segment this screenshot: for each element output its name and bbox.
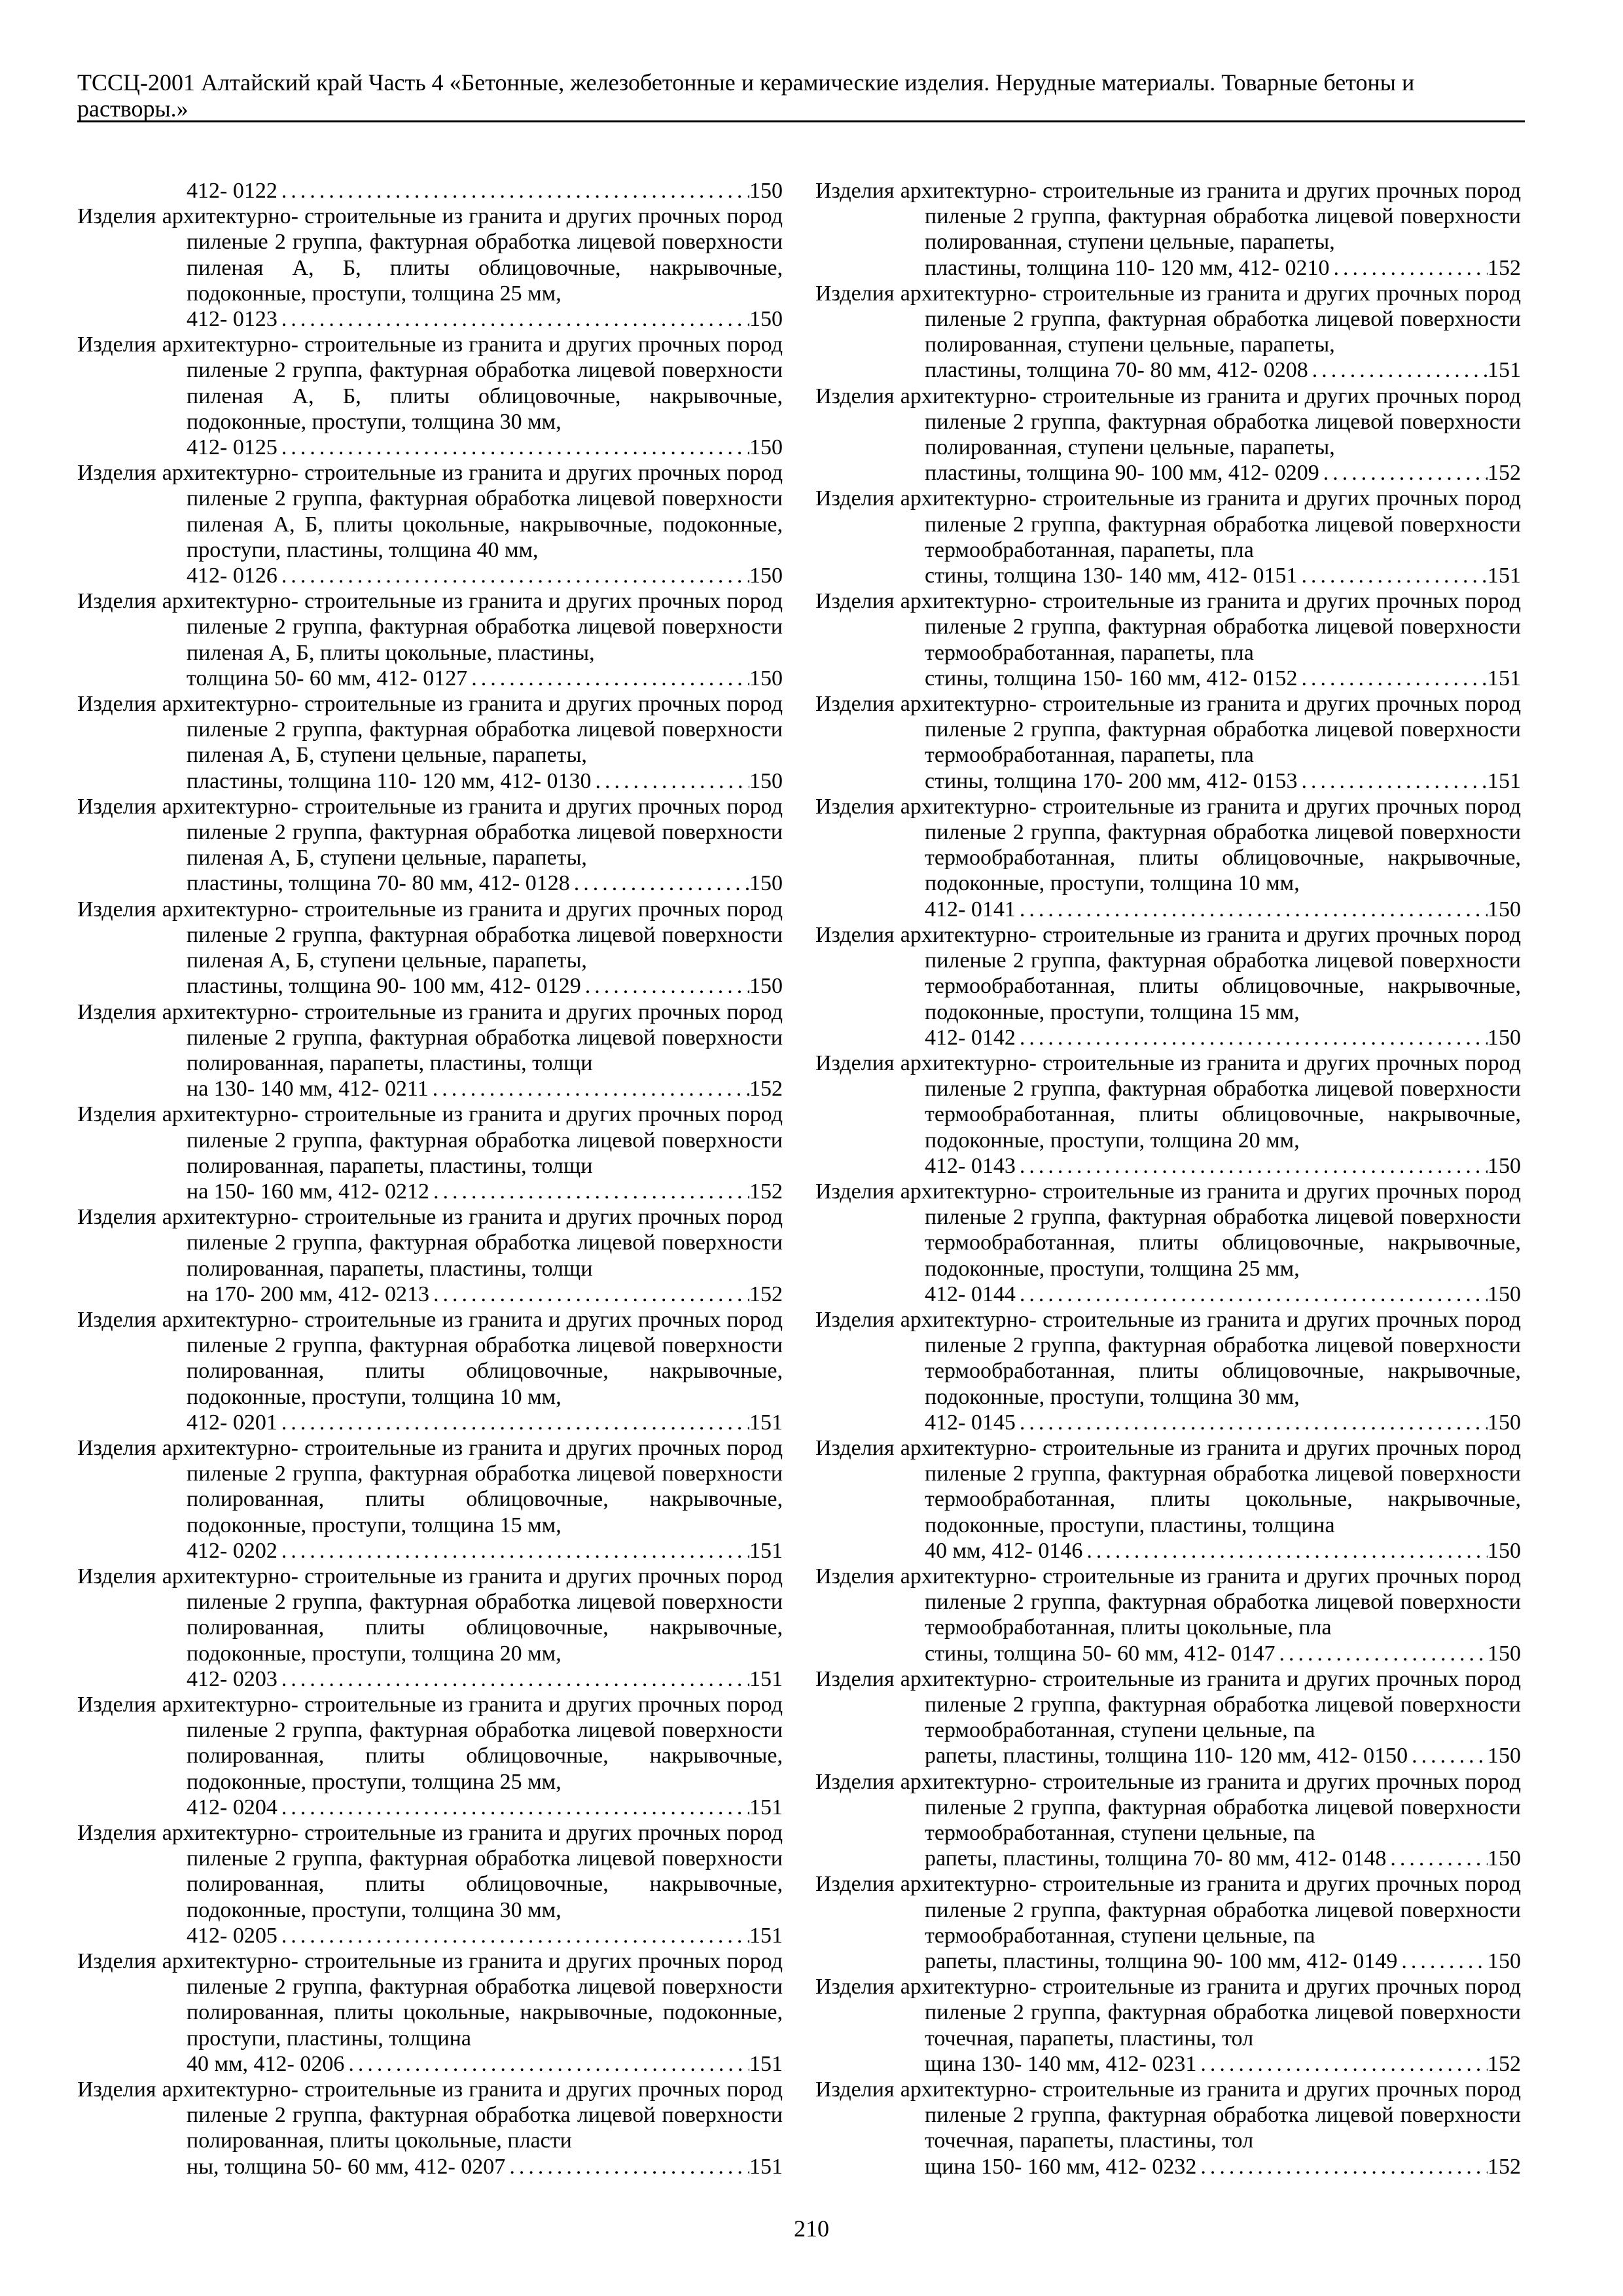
entry-last-line	[925, 460, 1521, 486]
entry-code: стины, толщина 50- 60 мм, 412- 0147	[925, 1641, 1275, 1666]
entry-last-line	[925, 2051, 1521, 2077]
index-entry	[77, 2077, 783, 2179]
entry-code: щина 130- 140 мм, 412- 0231	[925, 2051, 1197, 2076]
entry-page-ref: 151	[1488, 666, 1521, 691]
dot-leader	[277, 1923, 749, 1948]
entry-code: пластины, толщина 90- 100 мм, 412- 0129	[187, 974, 581, 999]
entry-last-line	[187, 178, 783, 204]
entry-description: Изделия архитектурно- строительные из гранита и других прочных пород пиленые 2 группа, фактурная обработка лицевой поверхности термообработанная, плиты облицовочные, накрывочные, подоконные, проступи, толщина 25 мм,	[815, 1179, 1521, 1281]
index-entry	[77, 999, 783, 1102]
dot-leader	[429, 1282, 749, 1307]
dot-leader	[570, 870, 749, 896]
entry-code: на 170- 200 мм, 412- 0213	[187, 1282, 429, 1306]
index-entry	[815, 1769, 1521, 1872]
entry-description: Изделия архитектурно- строительные из гранита и других прочных пород пиленые 2 группа, фактурная обработка лицевой поверхности полированная, плиты цокольные, накрывочные, подоконные, проступи, пластины, толщина	[77, 1949, 783, 2051]
dot-leader	[591, 768, 749, 794]
entry-code: 40 мм, 412- 0206	[187, 2051, 345, 2076]
dot-leader	[1329, 255, 1488, 281]
entry-code: 412- 0205	[187, 1923, 277, 1948]
entry-page-ref: 150	[749, 974, 783, 999]
entry-code: 412- 0143	[925, 1153, 1016, 1178]
entry-description: Изделия архитектурно- строительные из гранита и других прочных пород пиленые 2 группа, фактурная обработка лицевой поверхности пиленая А, Б, плиты облицовочные, накрывочные, подоконные, проступи, толщина 25 мм,	[77, 204, 783, 306]
index-entry	[815, 1974, 1521, 2077]
entry-description: Изделия архитектурно- строительные из гранита и других прочных пород пиленые 2 группа, фактурная обработка лицевой поверхности термообработанная, парапеты, пла	[815, 692, 1521, 768]
dot-leader	[429, 1179, 749, 1204]
entry-description: Изделия архитектурно- строительные из гранита и других прочных пород пиленые 2 группа, фактурная обработка лицевой поверхности пиленая А, Б, плиты облицовочные, накрывочные, подоконные, проступи, толщина 30 мм,	[77, 332, 783, 434]
entry-code: стины, толщина 130- 140 мм, 412- 0151	[925, 564, 1298, 588]
index-entry	[77, 897, 783, 999]
header-rule	[77, 120, 1525, 122]
index-entry	[815, 384, 1521, 486]
dot-leader	[1082, 1538, 1488, 1564]
entry-description: Изделия архитектурно- строительные из гранита и других прочных пород пиленые 2 группа, фактурная обработка лицевой поверхности полированная, плиты облицовочные, накрывочные, подоконные, проступи, толщина 10 мм,	[77, 1307, 783, 1409]
dot-leader	[277, 306, 749, 332]
index-entry	[815, 281, 1521, 384]
entry-last-line	[925, 1948, 1521, 1974]
entry-description: Изделия архитектурно- строительные из гранита и других прочных пород пиленые 2 группа, фактурная обработка лицевой поверхности точечная, парапеты, пластины, тол	[815, 1975, 1521, 2051]
entry-last-line	[187, 563, 783, 588]
entry-description: Изделия архитектурно- строительные из гранита и других прочных пород пиленые 2 группа, фактурная обработка лицевой поверхности термообработанная, парапеты, пла	[815, 486, 1521, 562]
entry-code: пластины, толщина 70- 80 мм, 412- 0208	[925, 358, 1308, 383]
index-entry	[77, 1564, 783, 1692]
entry-code: 412- 0204	[187, 1795, 277, 1820]
entry-code: на 130- 140 мм, 412- 0211	[187, 1077, 429, 1102]
index-entry	[815, 486, 1521, 588]
entry-code: 412- 0144	[925, 1282, 1016, 1306]
entry-last-line	[187, 1795, 783, 1820]
entry-page-ref: 150	[1488, 1538, 1521, 1563]
entry-description: Изделия архитектурно- строительные из гранита и других прочных пород пиленые 2 группа, фактурная обработка лицевой поверхности пиленая А, Б, ступени цельные, парапеты,	[77, 897, 783, 973]
entry-page-ref: 151	[749, 1666, 783, 1691]
entry-code: 412- 0122	[187, 179, 277, 203]
entry-page-ref: 150	[1488, 1641, 1521, 1666]
entry-last-line	[925, 255, 1521, 281]
entry-last-line	[187, 2154, 783, 2179]
index-entry	[815, 2077, 1521, 2179]
entry-last-line	[925, 1410, 1521, 1435]
index-entry	[77, 1948, 783, 2077]
index-entry	[815, 1564, 1521, 1666]
entry-code: 412- 0142	[925, 1025, 1016, 1050]
entry-last-line	[925, 666, 1521, 691]
entry-description: Изделия архитектурно- строительные из гранита и других прочных пород пиленые 2 группа, фактурная обработка лицевой поверхности термообработанная, ступени цельные, па	[815, 1872, 1521, 1948]
entry-last-line	[925, 563, 1521, 588]
entry-code: пластины, толщина 90- 100 мм, 412- 0209	[925, 461, 1319, 486]
dot-leader	[429, 1076, 749, 1102]
entry-last-line	[925, 1025, 1521, 1050]
entry-page-ref: 150	[1488, 1025, 1521, 1050]
entry-code: стины, толщина 170- 200 мм, 412- 0153	[925, 768, 1298, 793]
entry-description: Изделия архитектурно- строительные из гранита и других прочных пород пиленые 2 группа, фактурная обработка лицевой поверхности полированная, ступени цельные, парапеты,	[815, 384, 1521, 460]
entry-last-line	[187, 1076, 783, 1102]
dot-leader	[1016, 1025, 1488, 1050]
entry-last-line	[187, 1923, 783, 1948]
entry-code: пластины, толщина 110- 120 мм, 412- 0130	[187, 768, 592, 793]
index-entry	[77, 691, 783, 794]
entry-last-line	[925, 897, 1521, 922]
entry-page-ref: 151	[1488, 564, 1521, 588]
entry-page-ref: 152	[749, 1179, 783, 1204]
entry-code: 412- 0145	[925, 1410, 1016, 1435]
entry-page-ref: 152	[749, 1282, 783, 1306]
entry-page-ref: 150	[1488, 1949, 1521, 1974]
entry-description: Изделия архитектурно- строительные из гранита и других прочных пород пиленые 2 группа, фактурная обработка лицевой поверхности пиленая А, Б, ступени цельные, парапеты,	[77, 692, 783, 768]
entry-description: Изделия архитектурно- строительные из гранита и других прочных пород пиленые 2 группа, фактурная обработка лицевой поверхности полированная, парапеты, пластины, толщи	[77, 1102, 783, 1178]
entry-page-ref: 152	[749, 1077, 783, 1102]
entry-code: ны, толщина 50- 60 мм, 412- 0207	[187, 2154, 506, 2179]
entry-code: рапеты, пластины, толщина 70- 80 мм, 412- 0148	[925, 1846, 1387, 1871]
dot-leader	[277, 1538, 749, 1564]
entry-page-ref: 152	[1488, 2154, 1521, 2179]
dot-leader	[1196, 2051, 1488, 2077]
left-column	[77, 178, 783, 2179]
index-entry	[815, 1666, 1521, 1769]
dot-leader	[344, 2051, 749, 2077]
dot-leader	[1196, 2154, 1488, 2179]
entry-last-line	[187, 2051, 783, 2077]
entry-description: Изделия архитектурно- строительные из гранита и других прочных пород пиленые 2 группа, фактурная обработка лицевой поверхности термообработанная, плиты цокольные, пла	[815, 1564, 1521, 1640]
entry-last-line	[925, 1282, 1521, 1307]
dot-leader	[1397, 1948, 1488, 1974]
index-entry	[77, 1692, 783, 1820]
dot-leader	[277, 435, 749, 460]
entry-last-line	[925, 1641, 1521, 1666]
dot-leader	[277, 563, 749, 588]
index-entry	[815, 1307, 1521, 1435]
entry-code: на 150- 160 мм, 412- 0212	[187, 1179, 429, 1204]
index-entry	[815, 588, 1521, 691]
dot-leader	[277, 1666, 749, 1692]
entry-code: 40 мм, 412- 0146	[925, 1538, 1083, 1563]
entry-code: 412- 0203	[187, 1666, 277, 1691]
entry-description: Изделия архитектурно- строительные из гранита и других прочных пород пиленые 2 группа, фактурная обработка лицевой поверхности полированная, ступени цельные, парапеты,	[815, 179, 1521, 255]
entry-last-line	[925, 1538, 1521, 1564]
dot-leader	[277, 1410, 749, 1435]
dot-leader	[467, 666, 749, 691]
dot-leader	[1297, 768, 1488, 794]
entry-description: Изделия архитектурно- строительные из гранита и других прочных пород пиленые 2 группа, фактурная обработка лицевой поверхности полированная, плиты облицовочные, накрывочные, подоконные, проступи, толщина 30 мм,	[77, 1821, 783, 1922]
entry-page-ref: 152	[1488, 461, 1521, 486]
dot-leader	[1275, 1641, 1488, 1666]
index-entry	[77, 1435, 783, 1564]
entry-page-ref: 150	[1488, 1846, 1521, 1871]
index-entry	[77, 178, 783, 204]
entry-description: Изделия архитектурно- строительные из гранита и других прочных пород пиленые 2 группа, фактурная обработка лицевой поверхности термообработанная, ступени цельные, па	[815, 1666, 1521, 1743]
dot-leader	[1386, 1846, 1488, 1871]
dot-leader	[1016, 1282, 1488, 1307]
index-entry	[815, 1050, 1521, 1179]
entry-description: Изделия архитектурно- строительные из гранита и других прочных пород пиленые 2 группа, фактурная обработка лицевой поверхности полированная, плиты облицовочные, накрывочные, подоконные, проступи, толщина 25 мм,	[77, 1692, 783, 1794]
entry-page-ref: 150	[1488, 897, 1521, 922]
entry-description: Изделия архитектурно- строительные из гранита и других прочных пород пиленые 2 группа, фактурная обработка лицевой поверхности термообработанная, плиты цокольные, накрывочные, подоконные, проступи, пластины, толщина	[815, 1435, 1521, 1537]
entry-last-line	[187, 1282, 783, 1307]
entry-code: стины, толщина 150- 160 мм, 412- 0152	[925, 666, 1298, 691]
index-entry	[77, 1204, 783, 1307]
dot-leader	[1016, 897, 1488, 922]
entry-page-ref: 150	[749, 435, 783, 460]
entry-last-line	[187, 1538, 783, 1564]
entry-page-ref: 151	[749, 1538, 783, 1563]
entry-code: 412- 0202	[187, 1538, 277, 1563]
entry-page-ref: 151	[749, 2051, 783, 2076]
entry-code: рапеты, пластины, толщина 110- 120 мм, 412- 0150	[925, 1744, 1408, 1768]
entry-last-line	[187, 435, 783, 460]
index-entry	[77, 332, 783, 460]
entry-last-line	[925, 1153, 1521, 1179]
entry-code: 412- 0201	[187, 1410, 277, 1435]
entry-last-line	[187, 1666, 783, 1692]
entry-page-ref: 150	[1488, 1410, 1521, 1435]
index-entry	[815, 1871, 1521, 1974]
entry-description: Изделия архитектурно- строительные из гранита и других прочных пород пиленые 2 группа, фактурная обработка лицевой поверхности термообработанная, плиты облицовочные, накрывочные, подоконные, проступи, толщина 10 мм,	[815, 794, 1521, 896]
dot-leader	[505, 2154, 749, 2179]
entry-description: Изделия архитектурно- строительные из гранита и других прочных пород пиленые 2 группа, фактурная обработка лицевой поверхности термообработанная, ступени цельные, па	[815, 1769, 1521, 1845]
entry-page-ref: 151	[1488, 358, 1521, 383]
entry-page-ref: 150	[749, 307, 783, 332]
dot-leader	[1297, 563, 1488, 588]
entry-description: Изделия архитектурно- строительные из гранита и других прочных пород пиленые 2 группа, фактурная обработка лицевой поверхности пиленая А, Б, плиты цокольные, накрывочные, подоконные, проступи, пластины, толщина 40 мм,	[77, 461, 783, 562]
entry-description: Изделия архитектурно- строительные из гранита и других прочных пород пиленые 2 группа, фактурная обработка лицевой поверхности термообработанная, плиты облицовочные, накрывочные, подоконные, проступи, толщина 30 мм,	[815, 1307, 1521, 1409]
entry-description: Изделия архитектурно- строительные из гранита и других прочных пород пиленые 2 группа, фактурная обработка лицевой поверхности полированная, парапеты, пластины, толщи	[77, 1205, 783, 1281]
entry-page-ref: 150	[1488, 1153, 1521, 1178]
entry-code: 412- 0126	[187, 564, 277, 588]
entry-page-ref: 151	[749, 1410, 783, 1435]
entry-last-line	[187, 1179, 783, 1204]
entry-code: рапеты, пластины, толщина 90- 100 мм, 412- 0149	[925, 1949, 1398, 1974]
entry-code: пластины, толщина 70- 80 мм, 412- 0128	[187, 871, 570, 896]
entry-page-ref: 151	[1488, 768, 1521, 793]
index-entry	[77, 1820, 783, 1948]
entry-last-line	[925, 1846, 1521, 1871]
right-column	[815, 178, 1521, 2179]
entry-last-line	[925, 357, 1521, 383]
entry-code: толщина 50- 60 мм, 412- 0127	[187, 666, 468, 691]
index-entry	[815, 1435, 1521, 1564]
entry-page-ref: 151	[749, 1923, 783, 1948]
entry-page-ref: 150	[1488, 1282, 1521, 1306]
entry-page-ref: 150	[1488, 1744, 1521, 1768]
index-entry	[77, 1307, 783, 1435]
index-entry	[815, 1179, 1521, 1307]
entry-description: Изделия архитектурно- строительные из гранита и других прочных пород пиленые 2 группа, фактурная обработка лицевой поверхности полированная, плиты цокольные, пласти	[77, 2077, 783, 2153]
entry-description: Изделия архитектурно- строительные из гранита и других прочных пород пиленые 2 группа, фактурная обработка лицевой поверхности точечная, парапеты, пластины, тол	[815, 2077, 1521, 2153]
entry-last-line	[187, 973, 783, 999]
index-entry	[77, 588, 783, 691]
dot-leader	[1319, 460, 1488, 486]
entry-page-ref: 151	[749, 1795, 783, 1820]
entry-last-line	[925, 1743, 1521, 1768]
entry-last-line	[925, 768, 1521, 794]
entry-last-line	[187, 1410, 783, 1435]
entry-page-ref: 151	[749, 2154, 783, 2179]
entry-description: Изделия архитектурно- строительные из гранита и других прочных пород пиленые 2 группа, фактурная обработка лицевой поверхности термообработанная, парапеты, пла	[815, 589, 1521, 665]
entry-page-ref: 150	[749, 666, 783, 691]
entry-last-line	[187, 666, 783, 691]
dot-leader	[1016, 1410, 1488, 1435]
index-entry	[77, 460, 783, 588]
index-entry	[815, 922, 1521, 1050]
index-entry	[77, 204, 783, 332]
index-entry	[815, 691, 1521, 794]
entry-description: Изделия архитектурно- строительные из гранита и других прочных пород пиленые 2 группа, фактурная обработка лицевой поверхности пиленая А, Б, ступени цельные, парапеты,	[77, 794, 783, 870]
entry-page-ref: 150	[749, 564, 783, 588]
index-entry	[815, 178, 1521, 281]
entry-last-line	[925, 2154, 1521, 2179]
entry-description: Изделия архитектурно- строительные из гранита и других прочных пород пиленые 2 группа, фактурная обработка лицевой поверхности полированная, плиты облицовочные, накрывочные, подоконные, проступи, толщина 15 мм,	[77, 1435, 783, 1537]
dot-leader	[277, 1795, 749, 1820]
entry-page-ref: 152	[1488, 255, 1521, 280]
entry-description: Изделия архитектурно- строительные из гранита и других прочных пород пиленые 2 группа, фактурная обработка лицевой поверхности пиленая А, Б, плиты цокольные, пластины,	[77, 589, 783, 665]
entry-code: 412- 0125	[187, 435, 277, 460]
entry-page-ref: 150	[749, 179, 783, 203]
running-header: ТССЦ-2001 Алтайский край Часть 4 «Бетонные, железобетонные и керамические изделия. Нерудные материалы. Товарные бетоны и растворы.»	[77, 69, 1415, 122]
dot-leader	[1016, 1153, 1488, 1179]
entry-description: Изделия архитектурно- строительные из гранита и других прочных пород пиленые 2 группа, фактурная обработка лицевой поверхности полированная, плиты облицовочные, накрывочные, подоконные, проступи, толщина 20 мм,	[77, 1564, 783, 1666]
dot-leader	[277, 178, 749, 204]
entry-description: Изделия архитектурно- строительные из гранита и других прочных пород пиленые 2 группа, фактурная обработка лицевой поверхности термообработанная, плиты облицовочные, накрывочные, подоконные, проступи, толщина 20 мм,	[815, 1050, 1521, 1153]
page-number: 210	[794, 2215, 829, 2242]
entry-code: щина 150- 160 мм, 412- 0232	[925, 2154, 1197, 2179]
entry-description: Изделия архитектурно- строительные из гранита и других прочных пород пиленые 2 группа, фактурная обработка лицевой поверхности полированная, парапеты, пластины, толщи	[77, 999, 783, 1075]
entry-description: Изделия архитектурно- строительные из гранита и других прочных пород пиленые 2 группа, фактурная обработка лицевой поверхности термообработанная, плиты облицовочные, накрывочные, подоконные, проступи, толщина 15 мм,	[815, 922, 1521, 1024]
dot-leader	[1408, 1743, 1488, 1768]
entry-page-ref: 150	[749, 768, 783, 793]
entry-last-line	[187, 306, 783, 332]
entry-last-line	[187, 870, 783, 896]
entry-page-ref: 152	[1488, 2051, 1521, 2076]
index-entry	[77, 1102, 783, 1204]
entry-code: 412- 0123	[187, 307, 277, 332]
dot-leader	[581, 973, 749, 999]
entry-code: 412- 0141	[925, 897, 1016, 922]
entry-page-ref: 150	[749, 871, 783, 896]
entry-last-line	[187, 768, 783, 794]
dot-leader	[1297, 666, 1488, 691]
entry-code: пластины, толщина 110- 120 мм, 412- 0210	[925, 255, 1330, 280]
index-entry	[77, 794, 783, 897]
dot-leader	[1308, 357, 1488, 383]
index-entry	[815, 794, 1521, 922]
entry-description: Изделия архитектурно- строительные из гранита и других прочных пород пиленые 2 группа, фактурная обработка лицевой поверхности полированная, ступени цельные, парапеты,	[815, 281, 1521, 357]
